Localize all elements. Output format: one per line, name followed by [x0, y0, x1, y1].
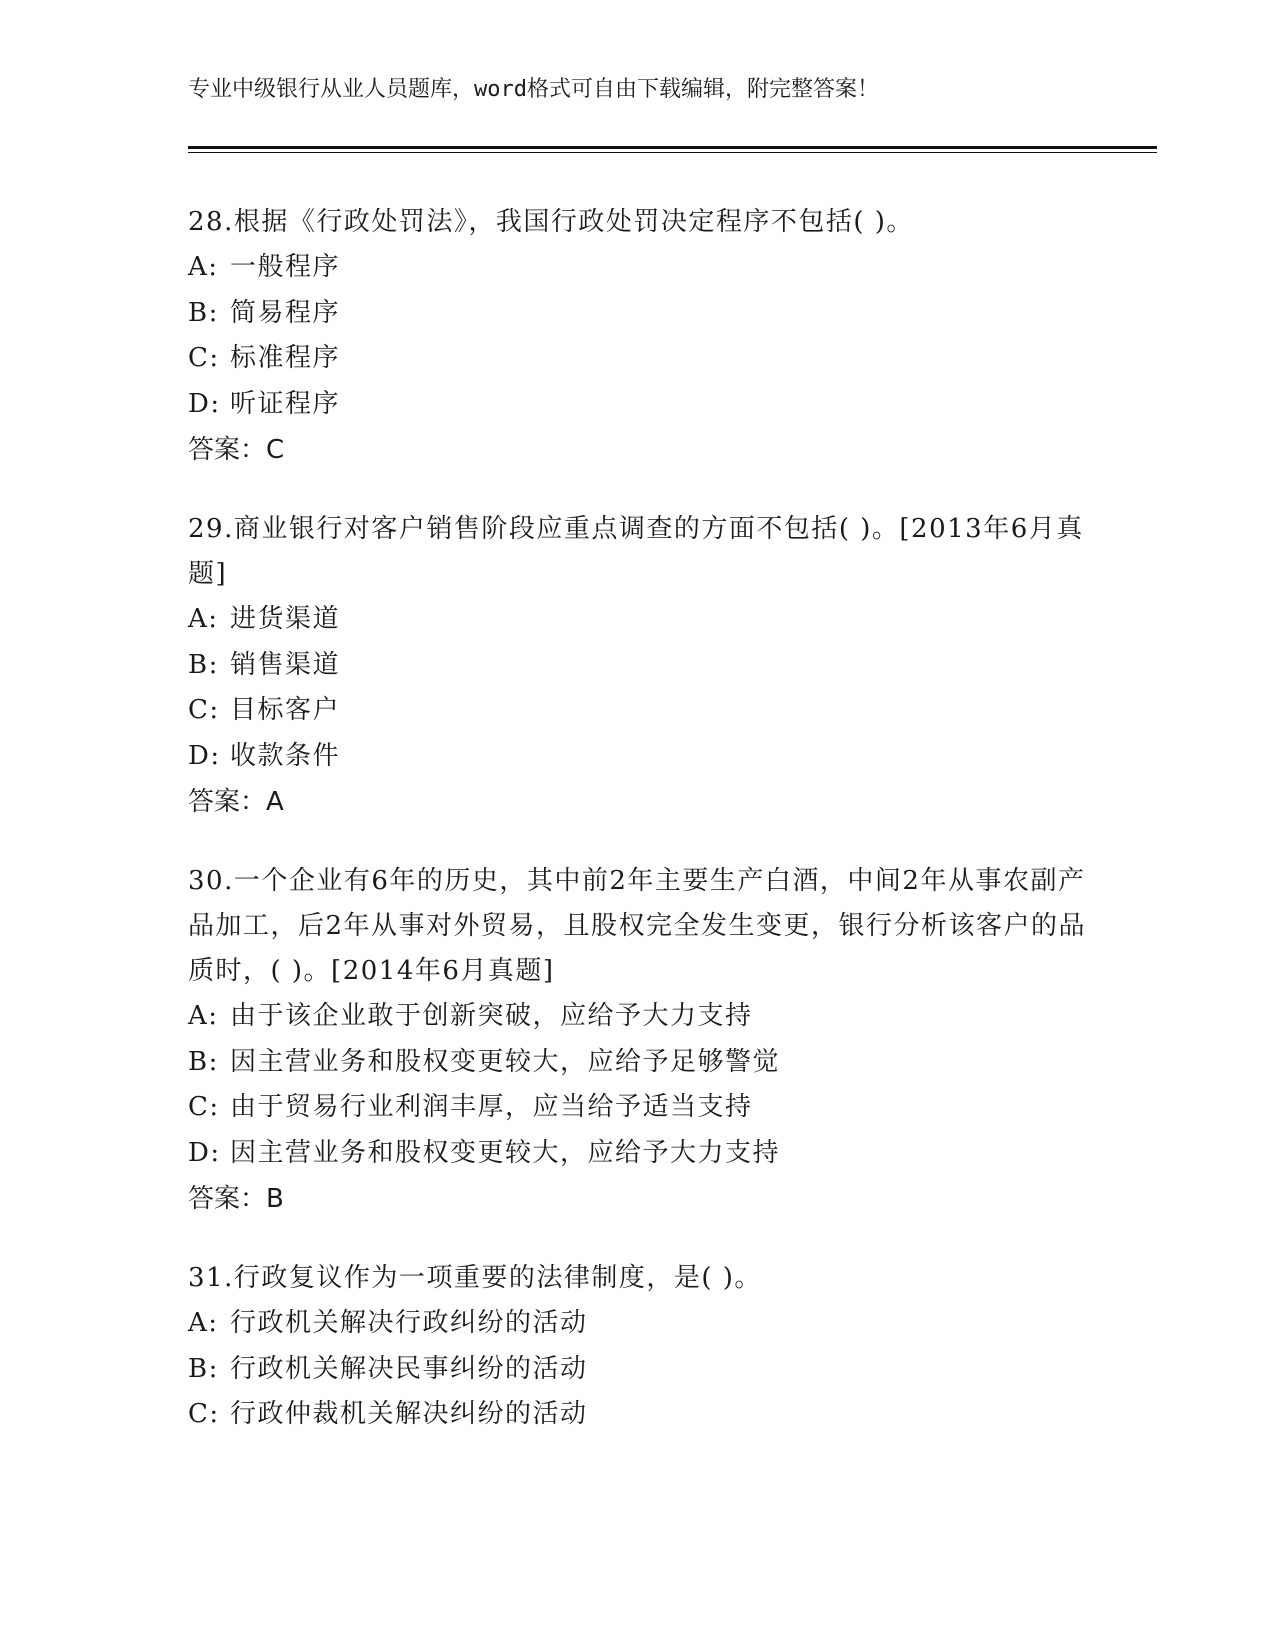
question-30: [188, 859, 1088, 1222]
option-a: [188, 994, 1088, 1040]
option-text: 行政仲裁机关解决纠纷的活动: [230, 1399, 588, 1429]
option-b: [188, 1040, 1088, 1086]
option-text: 由于该企业敢于创新突破，应给予大力支持: [230, 1001, 753, 1031]
option-text: 标准程序: [230, 343, 341, 373]
answer-line: 答案：C: [188, 435, 285, 465]
option-letter: C:: [188, 343, 220, 373]
option-letter: D:: [188, 740, 221, 771]
document-header: [188, 74, 1148, 106]
question-28: [188, 200, 1088, 473]
option-letter: A:: [188, 1308, 219, 1338]
option-letter: B:: [188, 1046, 219, 1077]
option-c: [188, 688, 1088, 734]
option-b: [188, 643, 1088, 689]
question-stem: 30.一个企业有6年的历史，其中前2年主要生产白酒，中间2年从事农副产品加工，后2年从事对外贸易，且股权完全发生变更，银行分析该客户的品质时，( )。[2014年6月真题]: [188, 866, 1087, 986]
option-letter: B:: [188, 1353, 219, 1384]
header-rule: [188, 146, 1157, 153]
option-a: [188, 597, 1088, 643]
option-a: [188, 1301, 1088, 1347]
option-d: [188, 734, 1088, 780]
option-text: 简易程序: [230, 297, 341, 328]
option-text: 行政机关解决民事纠纷的活动: [230, 1353, 588, 1384]
option-b: [188, 291, 1088, 337]
question-stem: 31.行政复议作为一项重要的法律制度，是( )。: [188, 1263, 762, 1293]
option-b: [188, 1347, 1088, 1393]
option-text: 由于贸易行业利润丰厚，应当给予适当支持: [230, 1092, 753, 1122]
question-29: [188, 507, 1088, 825]
answer-line: 答案：A: [188, 787, 284, 817]
option-letter: D:: [188, 1137, 221, 1168]
option-letter: A:: [188, 604, 219, 634]
option-letter: C:: [188, 1092, 220, 1122]
option-d: [188, 1131, 1088, 1177]
question-stem: 29.商业银行对客户销售阶段应重点调查的方面不包括( )。[2013年6月真题]: [188, 514, 1084, 589]
option-letter: B:: [188, 297, 219, 328]
option-c: [188, 336, 1088, 382]
option-letter: D:: [188, 388, 221, 419]
option-text: 听证程序: [230, 388, 341, 419]
option-letter: A:: [188, 1001, 219, 1031]
option-letter: B:: [188, 649, 219, 680]
option-text: 进货渠道: [230, 604, 341, 634]
option-text: 收款条件: [230, 740, 341, 771]
option-letter: A:: [188, 252, 219, 282]
option-c: [188, 1085, 1088, 1131]
option-letter: C:: [188, 1399, 220, 1429]
option-d: [188, 382, 1088, 428]
option-text: 销售渠道: [230, 649, 341, 680]
option-letter: C:: [188, 695, 220, 725]
option-text: 因主营业务和股权变更较大，应给予大力支持: [230, 1137, 781, 1168]
question-stem: 28.根据《行政处罚法》，我国行政处罚决定程序不包括( )。: [188, 207, 914, 237]
question-31: [188, 1256, 1088, 1438]
option-c: [188, 1392, 1088, 1438]
option-text: 目标客户: [230, 695, 341, 725]
header-text: 专业中级银行从业人员题库，word格式可自由下载编辑，附完整答案！: [188, 77, 879, 102]
option-text: 行政机关解决行政纠纷的活动: [230, 1308, 588, 1338]
option-text: 因主营业务和股权变更较大，应给予足够警觉: [230, 1046, 781, 1077]
option-text: 一般程序: [230, 252, 341, 282]
question-list: [188, 200, 1088, 1472]
answer-line: 答案：B: [188, 1184, 284, 1214]
option-a: [188, 245, 1088, 291]
